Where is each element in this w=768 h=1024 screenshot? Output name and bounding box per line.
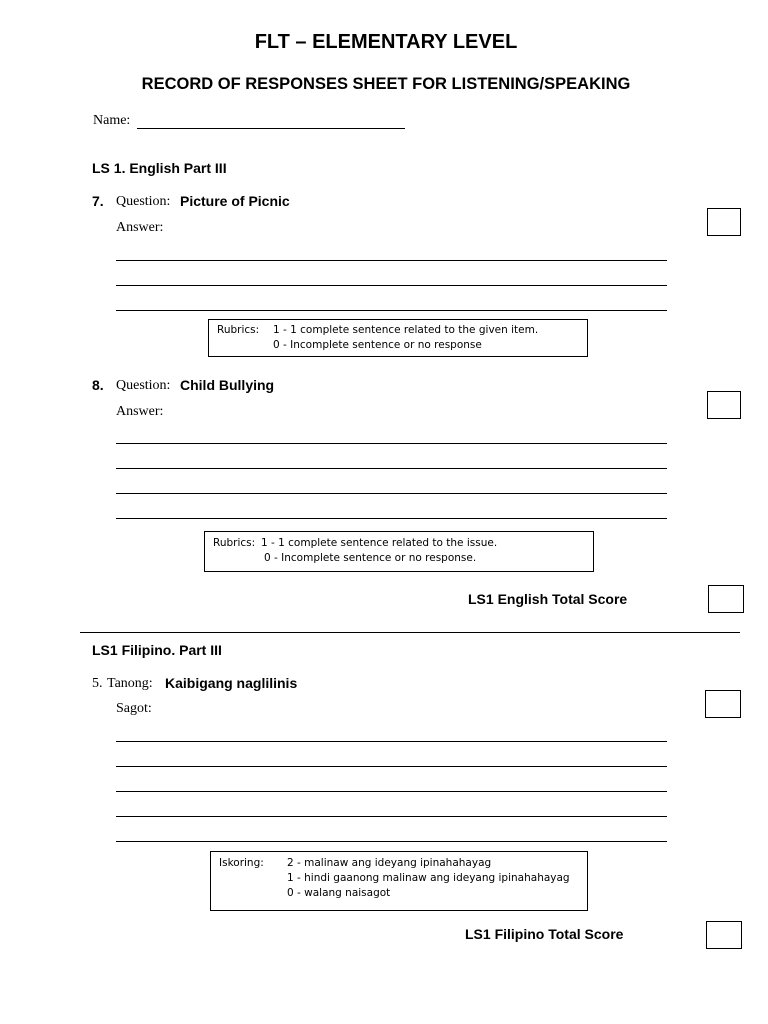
rubric-line: 1 - 1 complete sentence related to the given item. bbox=[273, 324, 539, 336]
rubric-box bbox=[204, 531, 594, 572]
answer-line[interactable] bbox=[116, 310, 667, 311]
rubric-line: 1 - hindi gaanong malinaw ang ideyang ipinahahayag bbox=[287, 872, 570, 884]
filipino-total-label: LS1 Filipino Total Score bbox=[465, 926, 624, 942]
english-total-score-box[interactable] bbox=[708, 585, 744, 613]
section-heading-filipino: LS1 Filipino. Part III bbox=[92, 642, 222, 658]
question-label: Question: bbox=[116, 194, 171, 209]
score-box[interactable] bbox=[707, 391, 741, 419]
section-heading-english: LS 1. English Part III bbox=[92, 160, 227, 176]
rubric-box bbox=[208, 319, 588, 357]
answer-label: Sagot: bbox=[116, 701, 152, 716]
rubric-line: 1 - 1 complete sentence related to the issue. bbox=[261, 537, 498, 549]
english-total-label: LS1 English Total Score bbox=[468, 591, 628, 607]
question-label: Tanong: bbox=[107, 676, 153, 691]
rubric-line: 0 - Incomplete sentence or no response bbox=[273, 339, 482, 351]
document-title: FLT – ELEMENTARY LEVEL bbox=[254, 31, 518, 53]
filipino-total-score-box[interactable] bbox=[706, 921, 742, 949]
answer-line[interactable] bbox=[116, 493, 667, 494]
item-number: 5. bbox=[92, 676, 103, 691]
question-text: Picture of Picnic bbox=[180, 193, 290, 209]
item-number: 8. bbox=[92, 377, 104, 393]
rubric-label: Rubrics: bbox=[213, 537, 256, 549]
answer-line[interactable] bbox=[116, 443, 667, 444]
answer-line[interactable] bbox=[116, 766, 667, 767]
name-label: Name: bbox=[93, 113, 131, 128]
answer-line[interactable] bbox=[116, 468, 667, 469]
score-box[interactable] bbox=[707, 208, 741, 236]
section-divider bbox=[80, 632, 740, 633]
answer-line[interactable] bbox=[116, 841, 667, 842]
rubric-label: Iskoring: bbox=[219, 857, 264, 869]
item-number: 7. bbox=[92, 193, 104, 209]
answer-line[interactable] bbox=[116, 741, 667, 742]
rubric-line: 2 - malinaw ang ideyang ipinahahayag bbox=[287, 857, 492, 869]
answer-label: Answer: bbox=[116, 220, 164, 235]
rubric-line: 0 - Incomplete sentence or no response. bbox=[264, 552, 477, 564]
document-subtitle: RECORD OF RESPONSES SHEET FOR LISTENING/SPEAKING bbox=[141, 75, 631, 93]
question-text: Child Bullying bbox=[180, 377, 275, 393]
name-input-line[interactable] bbox=[137, 128, 405, 129]
answer-label: Answer: bbox=[116, 404, 164, 419]
rubric-label: Rubrics: bbox=[217, 324, 260, 336]
answer-line[interactable] bbox=[116, 260, 667, 261]
score-box[interactable] bbox=[705, 690, 741, 718]
answer-line[interactable] bbox=[116, 518, 667, 519]
question-text: Kaibigang naglilinis bbox=[165, 675, 298, 691]
question-label: Question: bbox=[116, 378, 171, 393]
answer-line[interactable] bbox=[116, 791, 667, 792]
answer-line[interactable] bbox=[116, 816, 667, 817]
answer-line[interactable] bbox=[116, 285, 667, 286]
rubric-line: 0 - walang naisagot bbox=[287, 887, 391, 899]
rubric-box bbox=[210, 851, 588, 911]
